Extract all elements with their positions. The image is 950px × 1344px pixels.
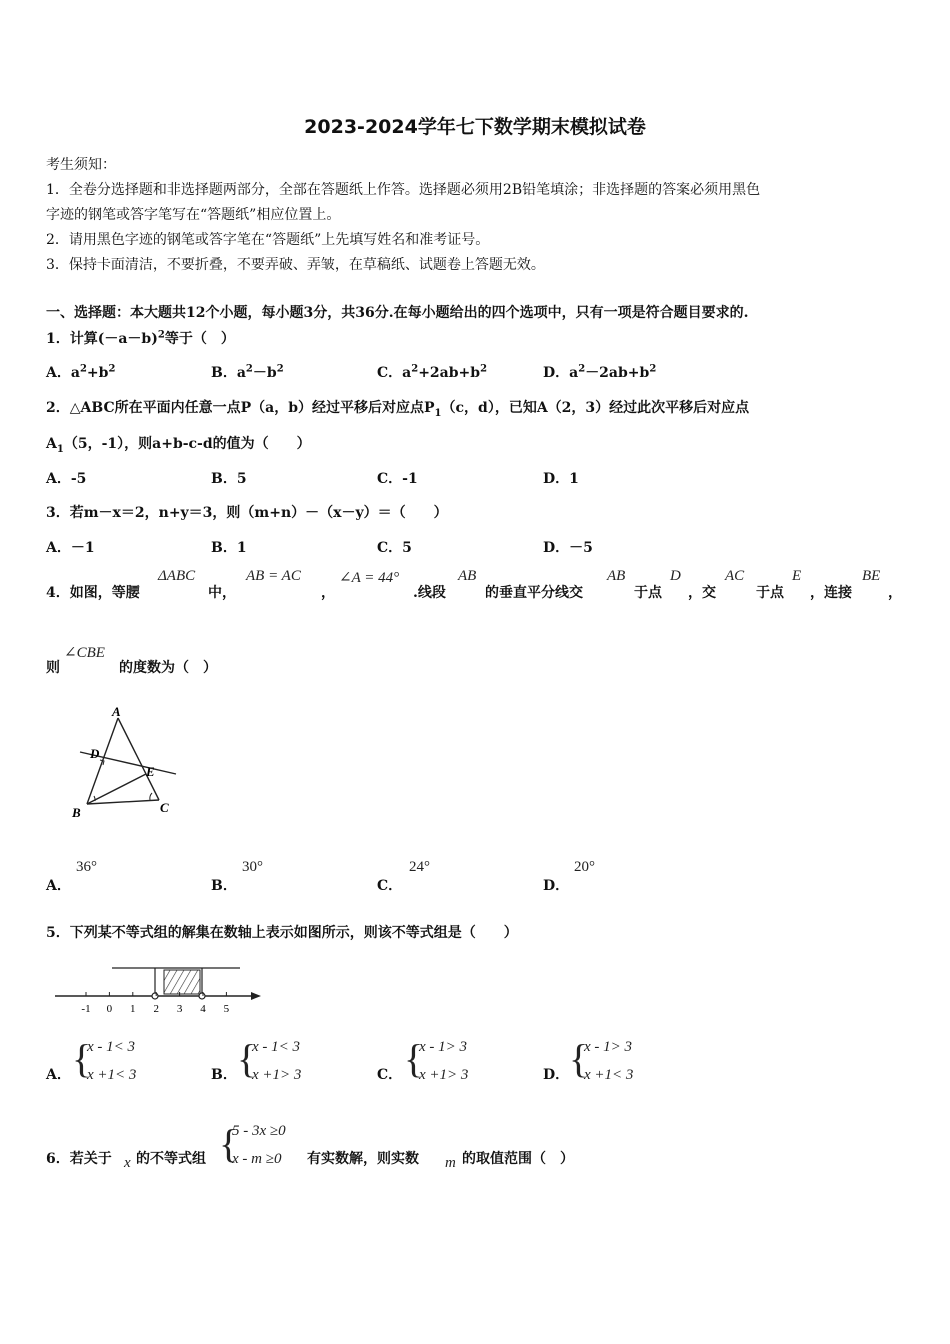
- q6-sys-line2: x - m ≥0: [232, 1151, 282, 1167]
- axis-tick-label: 2: [153, 1003, 159, 1015]
- q5-a-line1: x - 1< 3: [87, 1039, 136, 1055]
- q4-option-a-label[interactable]: A．: [46, 878, 71, 894]
- axis-tick-label: 5: [223, 1003, 230, 1015]
- q2-line1-a: 2．△ABC所在平面内任意一点P（a，b）经过平移后对应点P: [46, 400, 435, 416]
- q4-option-d-label[interactable]: D．: [543, 878, 570, 894]
- q5-c-line2: x +1> 3: [419, 1067, 469, 1083]
- q4-option-c-value[interactable]: 24°: [409, 859, 430, 875]
- q1-option-b[interactable]: [211, 362, 284, 382]
- q4-math-ab-1: AB: [458, 568, 477, 584]
- q5-option-d[interactable]: D．: [543, 1067, 570, 1083]
- q4-text-10: ，: [888, 585, 902, 601]
- q3-option-c[interactable]: C．5: [377, 540, 412, 556]
- q2-line1-sub: 1: [434, 407, 442, 419]
- section-heading: 一、选择题：本大题共12个小题，每小题3分，共36分.在每小题给出的四个选项中，只有一项是符合题目要求的.: [46, 305, 749, 321]
- q1-c-base: a: [402, 365, 412, 381]
- q1-a-sup1: 2: [79, 363, 87, 375]
- q1-d-base: a: [569, 365, 579, 381]
- q5-c-brace: {: [404, 1036, 424, 1081]
- axis-tick-label: 0: [106, 1003, 113, 1015]
- notice-line-1: 1．全卷分选择题和非选择题两部分，全部在答题纸上作答。选择题必须用2B铅笔填涂；非选择题的答案必须用黑色: [46, 182, 761, 198]
- q1-option-c[interactable]: [377, 362, 487, 382]
- axis-tick-label: -1: [81, 1003, 91, 1015]
- q4-option-a-value[interactable]: 36°: [76, 859, 97, 875]
- q4-math-triangle: ΔABC: [158, 568, 196, 584]
- notice-line-1b: 字迹的钢笔或答字笔写在“答题纸”相应位置上。: [46, 207, 341, 223]
- q1-c-sup1: 2: [411, 363, 419, 375]
- angle-mark-c: [150, 793, 152, 800]
- q4-text-8: 于点: [756, 585, 784, 601]
- q6-math-m: m: [445, 1155, 456, 1171]
- q2-line2-b: （5，-1），则a+b-c-d的值为（ ）: [63, 436, 311, 452]
- side-ac: [118, 718, 159, 800]
- q4-math-angle-cbe: ∠CBE: [64, 645, 105, 661]
- q1-d-sup1: 2: [578, 363, 586, 375]
- label-b: B: [72, 805, 81, 820]
- q4-text-2: 中，: [208, 585, 236, 601]
- q4-text-1: 4．如图，等腰: [46, 585, 140, 601]
- q4-line2-text-a: 则: [46, 660, 60, 676]
- q1-c-mid: +2ab+b: [418, 365, 481, 381]
- axis-tick-label: 3: [176, 1003, 183, 1015]
- q1-b-base: a: [236, 365, 246, 381]
- q1-b-label: B．: [211, 365, 237, 381]
- q1-option-d[interactable]: [543, 362, 656, 382]
- q5-b-line2: x +1> 3: [252, 1067, 302, 1083]
- q4-math-ab-ac: AB = AC: [246, 568, 301, 584]
- question-2-line-1: [46, 397, 749, 419]
- q1-a-mid: +b: [86, 365, 109, 381]
- q5-option-a[interactable]: A．: [46, 1067, 71, 1083]
- q4-option-c-label[interactable]: C．: [377, 878, 403, 894]
- q1-stem-b: 等于（ ）: [164, 331, 235, 347]
- q4-math-angle-a: ∠A = 44°: [339, 570, 400, 586]
- q3-option-b[interactable]: B．1: [211, 540, 247, 556]
- q1-a-base: a: [70, 365, 80, 381]
- q1-c-label: C．: [377, 365, 403, 381]
- q6-sys-line1: 5 - 3x ≥0: [232, 1123, 286, 1139]
- q1-b-sup1: 2: [245, 363, 253, 375]
- q1-d-mid: －2ab+b: [585, 365, 650, 381]
- q6-text-1: 6．若关于: [46, 1151, 112, 1167]
- axis-tick-label: 1: [130, 1003, 136, 1015]
- q4-option-d-value[interactable]: 20°: [574, 859, 595, 875]
- q4-text-6: 于点: [634, 585, 662, 601]
- q1-c-sup2: 2: [480, 363, 488, 375]
- q2-option-a[interactable]: A．-5: [46, 471, 87, 487]
- open-point-2: [152, 993, 158, 999]
- q2-line1-b: （c，d），已知A（2，3）经过此次平移后对应点: [441, 400, 750, 416]
- question-3: 3．若m－x＝2，n+y＝3，则（m+n）－（x－y）＝（ ）: [46, 505, 448, 521]
- q5-d-line1: x - 1> 3: [584, 1039, 633, 1055]
- axis-tick-label: 4: [200, 1003, 206, 1015]
- q5-c-line1: x - 1> 3: [419, 1039, 468, 1055]
- q4-option-b-value[interactable]: 30°: [242, 859, 263, 875]
- q3-option-d[interactable]: D．－5: [543, 540, 593, 556]
- q1-d-label: D．: [543, 365, 570, 381]
- q5-b-line1: x - 1< 3: [252, 1039, 301, 1055]
- q5-option-c[interactable]: C．: [377, 1067, 403, 1083]
- notice-line-3: 3．保持卡面清洁，不要折叠，不要弄破、弄皱，在草稿纸、试题卷上答题无效。: [46, 257, 545, 273]
- q6-text-2: 的不等式组: [136, 1151, 206, 1167]
- number-line-figure: [52, 958, 267, 1020]
- q4-math-d: D: [670, 568, 681, 584]
- q4-line2-text-b: 的度数为（ ）: [119, 660, 217, 676]
- q1-option-a[interactable]: [46, 362, 115, 382]
- label-d: D: [90, 746, 100, 761]
- q6-text-3: 有实数解，则实数: [307, 1151, 419, 1167]
- q4-math-ac: AC: [725, 568, 745, 584]
- q2-option-d[interactable]: D．1: [543, 471, 579, 487]
- question-1: [46, 328, 235, 348]
- q4-option-b-label[interactable]: B．: [211, 878, 237, 894]
- q5-a-brace: {: [72, 1036, 92, 1081]
- label-e: E: [146, 764, 155, 779]
- q3-option-a[interactable]: A．－1: [46, 540, 95, 556]
- question-2-line-2: [46, 433, 311, 455]
- q1-b-mid: －b: [252, 365, 277, 381]
- q2-option-c[interactable]: C．-1: [377, 471, 418, 487]
- q2-line2-sub: 1: [56, 443, 64, 455]
- q4-math-ab-2: AB: [607, 568, 626, 584]
- q1-a-label: A．: [46, 365, 71, 381]
- q5-a-line2: x +1< 3: [87, 1067, 137, 1083]
- notice-heading: 考生须知：: [46, 157, 116, 173]
- triangle-figure: [66, 700, 196, 824]
- q4-text-9: ，连接: [810, 585, 852, 601]
- open-point-4: [199, 993, 205, 999]
- axis-arrow: [251, 992, 261, 1000]
- q4-text-5: 的垂直平分线交: [485, 585, 583, 601]
- side-bc: [87, 800, 159, 804]
- q2-option-b[interactable]: B．5: [211, 471, 247, 487]
- page-title: 2023-2024学年七下数学期末模拟试卷: [304, 116, 646, 138]
- q1-stem-a: 1．计算(－a－b): [46, 331, 158, 347]
- q1-d-sup2: 2: [649, 363, 657, 375]
- q4-math-e: E: [792, 568, 802, 584]
- q4-text-3: ，: [321, 585, 335, 601]
- q6-math-x: x: [124, 1155, 131, 1171]
- q6-text-4: 的取值范围（ ）: [462, 1151, 574, 1167]
- q1-a-sup2: 2: [108, 363, 116, 375]
- q5-b-brace: {: [237, 1036, 257, 1081]
- label-c: C: [160, 800, 169, 815]
- q2-line2-a: A: [46, 436, 57, 452]
- q6-brace: {: [219, 1121, 239, 1166]
- question-5: 5．下列某不等式组的解集在数轴上表示如图所示，则该不等式组是（ ）: [46, 925, 518, 941]
- q4-math-be: BE: [862, 568, 881, 584]
- label-a: A: [112, 704, 121, 719]
- q4-text-4: .线段: [413, 585, 446, 601]
- q1-exponent: 2: [157, 329, 165, 341]
- q5-d-line2: x +1< 3: [584, 1067, 634, 1083]
- q5-d-brace: {: [569, 1036, 589, 1081]
- notice-line-2: 2．请用黑色字迹的钢笔或答字笔在“答题纸”上先填写姓名和准考证号。: [46, 232, 490, 248]
- solution-region: [164, 970, 200, 994]
- q5-option-b[interactable]: B．: [211, 1067, 237, 1083]
- q1-b-sup2: 2: [276, 363, 284, 375]
- q4-text-7: ，交: [688, 585, 716, 601]
